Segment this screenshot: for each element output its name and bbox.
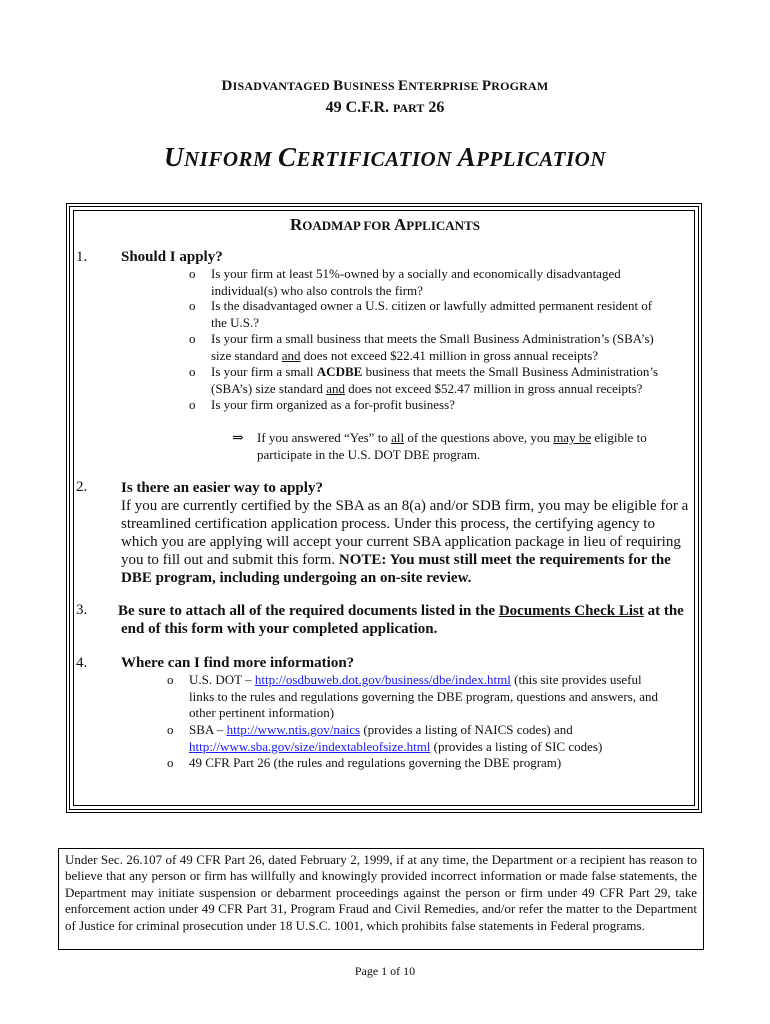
naics-link[interactable]: http://www.ntis.gov/naics	[226, 722, 361, 737]
page-number: Page 1 of 10	[354, 964, 416, 978]
bullet-marker: o	[167, 722, 174, 737]
sic-link[interactable]: http://www.sba.gov/size/indextableofsize.html	[189, 738, 431, 754]
section-1-number: 1.	[76, 249, 88, 265]
section-4-number: 4.	[76, 655, 88, 671]
legal-notice-box	[58, 848, 704, 950]
arrow-icon: ⇒	[232, 431, 244, 446]
eligibility-question: Is your firm at least 51%-owned by a socially and economically disadvantaged individual(s) who also controls the firm?	[211, 266, 621, 298]
legal-notice-text: Under Sec. 26.107 of 49 CFR Part 26, dated February 2, 1999, if at any time, the Department or a recipient has reason to believe that any person or firm has willfully and knowingly provided incorrect information or made false statements, the Department may initiate suspension or debarment proceedings against the person or firm under 49 CFR Part 29, take enforcement action under 49 CFR Part 31, Program Fraud and Civil Remedies, and/or refer the matter to the Department of Justice for criminal prosecution under 18 U.S.C. 1001, which prohibits false statements in Federal programs.	[65, 852, 697, 933]
eligibility-question: Is the disadvantaged owner a U.S. citizen or lawfully admitted permanent resident of the U.S.?	[211, 298, 653, 330]
resource-item: U.S. DOT – http://osdbuweb.dot.gov/business/dbe/index.html (this site provides useful links to the rules and regulations governing the DBE program, questions and answers, and other pertinent information)	[189, 672, 658, 720]
bullet-marker: o	[189, 266, 196, 281]
cfr-reference: 49 C.F.R. PART 26	[325, 99, 445, 116]
dot-dbe-link[interactable]: http://osdbuweb.dot.gov/business/dbe/index.html	[254, 672, 511, 687]
bullet-marker: o	[189, 364, 196, 379]
eligibility-question: Is your firm a small business that meets the Small Business Administration’s (SBA’s) size standard and does not exceed $22.41 million in gross annual receipts?	[211, 331, 654, 363]
program-title: DISADVANTAGED BUSINESS ENTERPRISE PROGRAM	[221, 78, 549, 94]
eligibility-question: Is your firm a small ACDBE business that meets the Small Business Administration’s (SBA’s) size standard and does not exceed $52.47 million in gross annual receipts?	[211, 364, 659, 396]
bullet-marker: o	[167, 755, 174, 770]
bullet-marker: o	[189, 397, 196, 412]
roadmap-heading: ROADMAP FOR APPLICANTS	[290, 215, 480, 234]
section-4-title: Where can I find more information?	[121, 655, 355, 671]
section-2-title: Is there an easier way to apply?	[121, 480, 323, 496]
bullet-marker: o	[189, 331, 196, 346]
eligibility-question: Is your firm organized as a for-profit business?	[211, 397, 455, 412]
eligibility-note: If you answered “Yes” to all of the questions above, you may be eligible to participate in the U.S. DOT DBE program.	[257, 430, 647, 462]
resource-item: SBA – http://www.ntis.gov/naics (provides a listing of NAICS codes) and http://www.sba.gov/size/indextableofsize.html (provides a listing of SIC codes)	[189, 722, 603, 754]
form-title: UNIFORM CERTIFICATION APPLICATION	[164, 142, 606, 172]
section-2-body: Is there an easier way to apply? If you are currently certified by the SBA as an 8(a) and/or SDB firm, you may be eligible for a streamlined certification application process. Under this process, the certifying agency to which you are applying will accept your current SBA application package in lieu of requiring you to fill out and submit this form. NOTE: You must still meet the requirements for the DBE program, including undergoing an on-site review.	[121, 479, 701, 587]
resource-item: 49 CFR Part 26 (the rules and regulations governing the DBE program)	[189, 755, 562, 770]
section-3-number: 3.	[76, 602, 88, 618]
section-2-number: 2.	[76, 479, 88, 495]
bullet-marker: o	[189, 298, 196, 313]
bullet-marker: o	[167, 672, 174, 687]
documents-check-list-reference: Documents Check List	[498, 603, 644, 619]
section-1-title: Should I apply?	[121, 249, 223, 265]
section-3-body: Be sure to attach all of the required documents listed in the Documents Check List at the end of this form with your completed application.	[118, 603, 684, 637]
